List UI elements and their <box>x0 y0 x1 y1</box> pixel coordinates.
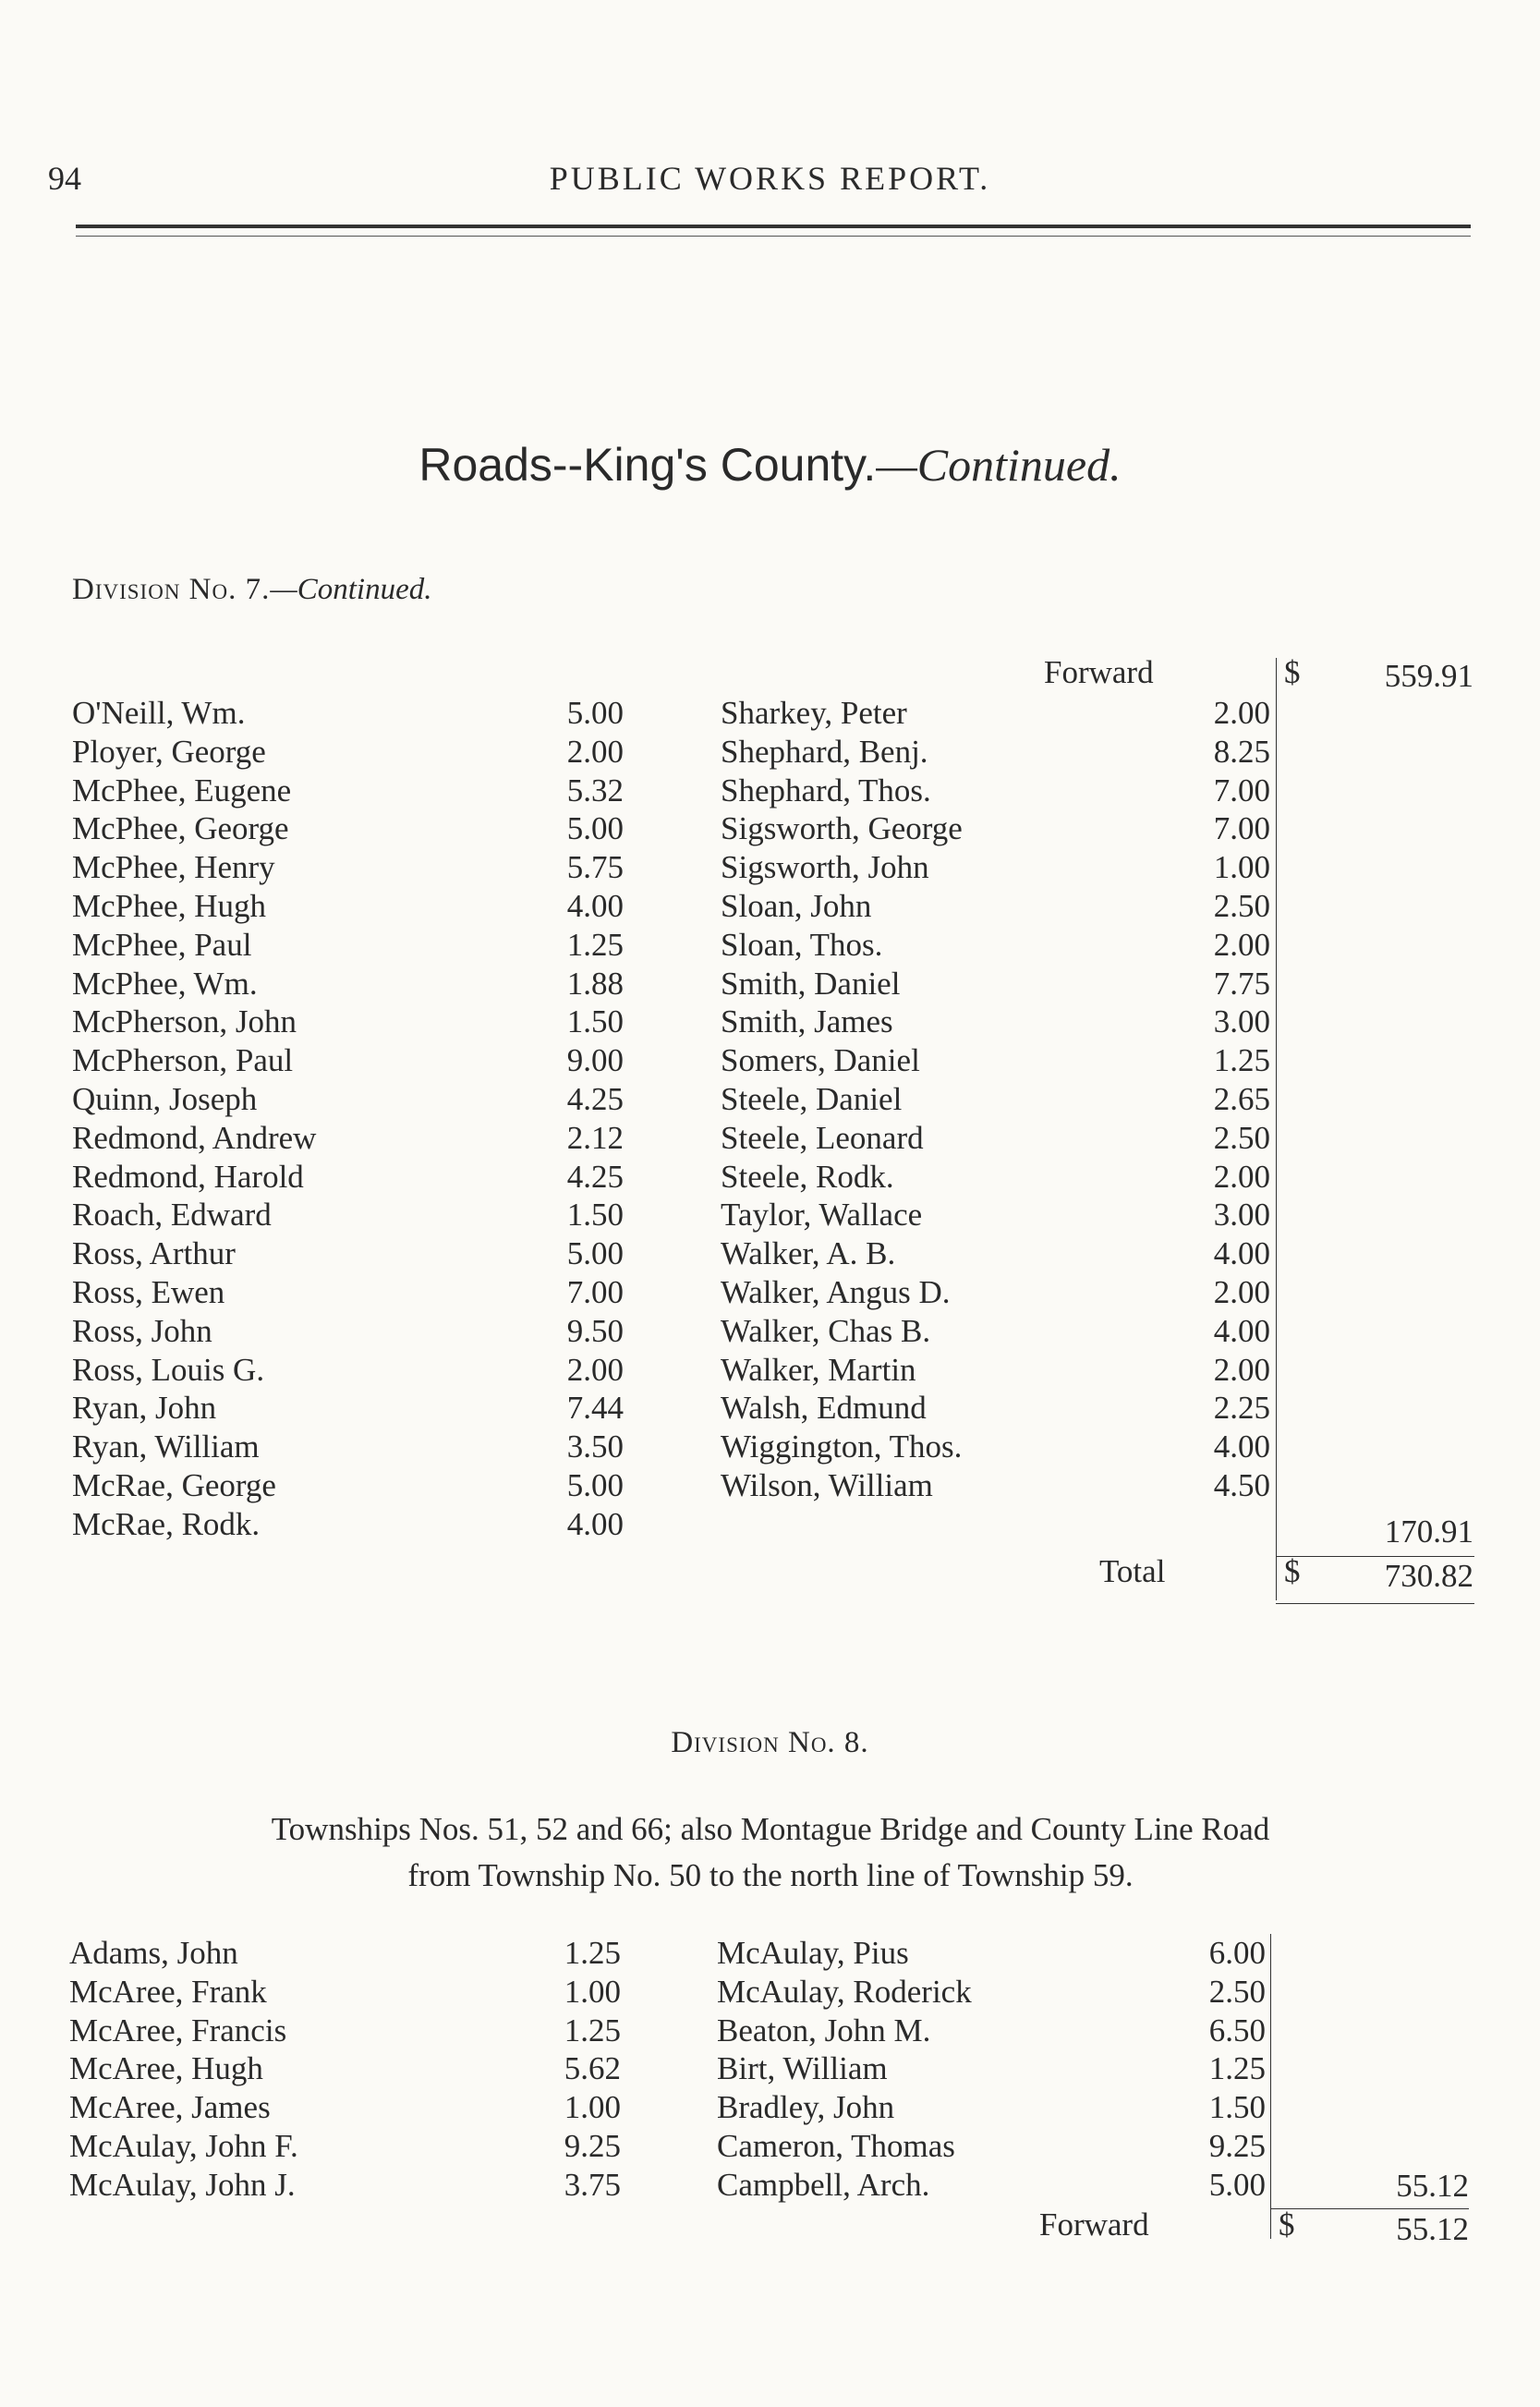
payee-name: Ryan, John <box>72 1390 217 1427</box>
payee-name: Ross, Louis G. <box>72 1351 265 1388</box>
payee-name: Shephard, Thos. <box>721 772 931 808</box>
division-8-forward-dollar: $ <box>1279 2206 1295 2243</box>
division-7-right-amounts <box>1164 694 1270 1505</box>
payee-name: Ross, Ewen <box>72 1273 225 1310</box>
payee-name: McAree, Hugh <box>69 2050 263 2087</box>
payee-amount: 4.00 <box>566 1505 624 1542</box>
payee-name: Sloan, John <box>721 887 872 924</box>
payee-amount: 4.00 <box>566 887 624 924</box>
division-7-forward-amount: 559.91 <box>1384 658 1473 694</box>
payee-amount: 1.50 <box>1208 2089 1266 2126</box>
payee-name: McAree, James <box>69 2089 271 2126</box>
payee-name: McPherson, Paul <box>72 1042 294 1079</box>
payee-name: Birt, William <box>717 2050 888 2087</box>
payee-amount: 1.25 <box>564 1935 621 1971</box>
payee-name: Somers, Daniel <box>721 1042 920 1079</box>
payee-amount: 9.25 <box>1208 2127 1266 2164</box>
payee-name: O'Neill, Wm. <box>72 695 246 731</box>
division-8-description <box>72 1806 1469 1899</box>
payee-name: Sigsworth, George <box>721 810 963 847</box>
payee-amount: 3.00 <box>1213 1003 1270 1040</box>
payee-name: McRae, George <box>72 1466 276 1503</box>
division-8-description-line-1: Townships Nos. 51, 52 and 66; also Montague Bridge and County Line Road <box>271 1811 1270 1847</box>
payee-amount: 1.50 <box>566 1197 624 1234</box>
payee-amount: 4.50 <box>1213 1466 1270 1503</box>
payee-amount: 1.00 <box>564 1973 621 2010</box>
division-7-total-label: Total <box>1099 1553 1166 1589</box>
payee-amount: 4.00 <box>1213 1312 1270 1349</box>
payee-name: Ployer, George <box>72 733 266 770</box>
division-7-heading <box>72 573 431 607</box>
payee-name: Sloan, Thos. <box>721 926 883 963</box>
payee-name: Steele, Daniel <box>721 1080 903 1117</box>
division-7-total-amount: 730.82 <box>1384 1558 1473 1594</box>
payee-name: McAulay, John F. <box>69 2127 298 2164</box>
payee-name: McRae, Rodk. <box>72 1505 261 1542</box>
payee-name: McAulay, Roderick <box>717 1973 972 2010</box>
division-8-amount-rule <box>1270 1934 1271 2239</box>
payee-name: Ryan, William <box>72 1428 260 1465</box>
division-7-total-rule <box>1276 1603 1474 1604</box>
payee-name: Smith, James <box>721 1003 893 1040</box>
division-8-right-names <box>717 1934 972 2205</box>
payee-amount: 2.50 <box>1213 1119 1270 1156</box>
payee-name: Redmond, Harold <box>72 1158 304 1195</box>
payee-name: McPhee, Hugh <box>72 887 266 924</box>
payee-name: Sigsworth, John <box>721 849 929 886</box>
division-7-left-amounts <box>517 694 624 1544</box>
payee-name: Redmond, Andrew <box>72 1119 317 1156</box>
payee-amount: 5.62 <box>564 2050 621 2087</box>
payee-name: Ross, Arthur <box>72 1235 236 1272</box>
payee-name: Walker, Chas B. <box>721 1312 931 1349</box>
payee-amount: 1.25 <box>564 2012 621 2048</box>
payee-name: Walker, Angus D. <box>721 1273 951 1310</box>
payee-amount: 5.00 <box>566 1466 624 1503</box>
payee-name: Walsh, Edmund <box>721 1390 927 1427</box>
division-7-heading-continued: —Continued. <box>270 573 432 606</box>
payee-amount: 2.00 <box>566 733 624 770</box>
payee-name: Roach, Edward <box>72 1197 272 1234</box>
payee-name: McAulay, Pius <box>717 1935 909 1971</box>
section-title-continued: —Continued. <box>876 439 1122 491</box>
division-8-subtotal-rule <box>1270 2208 1469 2209</box>
payee-name: McPhee, George <box>72 810 289 847</box>
header-rule-thin <box>76 236 1471 237</box>
payee-amount: 4.00 <box>1213 1428 1270 1465</box>
payee-amount: 3.75 <box>564 2166 621 2203</box>
payee-amount: 2.00 <box>1213 1351 1270 1388</box>
payee-name: Quinn, Joseph <box>72 1080 258 1117</box>
payee-name: McPherson, John <box>72 1003 297 1040</box>
payee-name: Taylor, Wallace <box>721 1197 923 1234</box>
payee-amount: 1.25 <box>1208 2050 1266 2087</box>
payee-amount: 2.00 <box>1213 695 1270 731</box>
header-rule-thick <box>76 225 1471 228</box>
payee-amount: 1.25 <box>1213 1042 1270 1079</box>
payee-name: Walker, A. B. <box>721 1235 896 1272</box>
division-7-subtotal: 170.91 <box>1384 1513 1473 1550</box>
division-7-forward-label: Forward <box>1044 654 1154 690</box>
payee-name: McAree, Frank <box>69 1973 267 2010</box>
payee-amount: 2.00 <box>566 1351 624 1388</box>
payee-name: Steele, Leonard <box>721 1119 924 1156</box>
payee-amount: 3.50 <box>566 1428 624 1465</box>
payee-name: Wilson, William <box>721 1466 933 1503</box>
division-7-left-names <box>72 694 316 1544</box>
section-title <box>0 438 1540 492</box>
payee-name: Smith, Daniel <box>721 965 901 1002</box>
payee-amount: 5.00 <box>1208 2166 1266 2203</box>
payee-name: Sharkey, Peter <box>721 695 907 731</box>
payee-amount: 4.25 <box>566 1080 624 1117</box>
division-7-subtotal-rule <box>1276 1556 1474 1557</box>
payee-name: McAulay, John J. <box>69 2166 296 2203</box>
payee-name: McAree, Francis <box>69 2012 287 2048</box>
division-7-amount-rule <box>1276 658 1277 1600</box>
payee-amount: 7.00 <box>1213 810 1270 847</box>
payee-amount: 2.50 <box>1208 1973 1266 2010</box>
payee-amount: 6.50 <box>1208 2012 1266 2048</box>
payee-amount: 1.88 <box>566 965 624 1002</box>
division-8-left-amounts <box>517 1934 621 2205</box>
page-number: 94 <box>48 160 81 197</box>
payee-amount: 5.00 <box>566 1235 624 1272</box>
payee-amount: 2.65 <box>1213 1080 1270 1117</box>
division-8-forward-amount: 55.12 <box>1396 2211 1469 2247</box>
division-8-right-amounts <box>1159 1934 1266 2205</box>
division-8-forward-label: Forward <box>1039 2206 1149 2243</box>
payee-amount: 1.00 <box>564 2089 621 2126</box>
payee-amount: 1.50 <box>566 1003 624 1040</box>
division-8-description-line-2: from Township No. 50 to the north line of Township 59. <box>407 1857 1134 1893</box>
payee-amount: 2.00 <box>1213 926 1270 963</box>
payee-name: Steele, Rodk. <box>721 1158 894 1195</box>
section-title-main: Roads--King's County. <box>418 439 877 491</box>
payee-name: Bradley, John <box>717 2089 895 2126</box>
payee-amount: 2.12 <box>566 1119 624 1156</box>
payee-name: Wiggington, Thos. <box>721 1428 963 1465</box>
running-title: PUBLIC WORKS REPORT. <box>549 160 991 197</box>
division-8-left-names <box>69 1934 298 2205</box>
payee-amount: 2.50 <box>1213 887 1270 924</box>
payee-name: McPhee, Wm. <box>72 965 258 1002</box>
payee-amount: 2.00 <box>1213 1273 1270 1310</box>
payee-amount: 2.00 <box>1213 1158 1270 1195</box>
payee-amount: 5.75 <box>566 849 624 886</box>
division-7-total-dollar: $ <box>1284 1553 1301 1589</box>
payee-name: Shephard, Benj. <box>721 733 928 770</box>
payee-amount: 1.00 <box>1213 849 1270 886</box>
division-7-heading-text: Division No. 7. <box>72 573 271 606</box>
payee-name: Cameron, Thomas <box>717 2127 955 2164</box>
payee-amount: 4.00 <box>1213 1235 1270 1272</box>
payee-amount: 7.00 <box>566 1273 624 1310</box>
payee-name: Beaton, John M. <box>717 2012 931 2048</box>
payee-name: Ross, John <box>72 1312 212 1349</box>
payee-name: McPhee, Paul <box>72 926 252 963</box>
payee-amount: 7.44 <box>566 1390 624 1427</box>
payee-amount: 8.25 <box>1213 733 1270 770</box>
payee-amount: 9.25 <box>564 2127 621 2164</box>
payee-amount: 6.00 <box>1208 1935 1266 1971</box>
division-7-forward-dollar: $ <box>1284 654 1301 690</box>
payee-amount: 5.00 <box>566 810 624 847</box>
payee-amount: 3.00 <box>1213 1197 1270 1234</box>
payee-amount: 1.25 <box>566 926 624 963</box>
payee-amount: 2.25 <box>1213 1390 1270 1427</box>
division-8-subtotal: 55.12 <box>1396 2168 1469 2204</box>
payee-name: Walker, Martin <box>721 1351 916 1388</box>
payee-name: Campbell, Arch. <box>717 2166 930 2203</box>
payee-name: McPhee, Eugene <box>72 772 292 808</box>
payee-name: Adams, John <box>69 1935 238 1971</box>
payee-name: McPhee, Henry <box>72 849 275 886</box>
division-8-heading: Division No. 8. <box>671 1726 869 1759</box>
payee-amount: 7.75 <box>1213 965 1270 1002</box>
payee-amount: 7.00 <box>1213 772 1270 808</box>
payee-amount: 9.00 <box>566 1042 624 1079</box>
payee-amount: 5.00 <box>566 695 624 731</box>
payee-amount: 5.32 <box>566 772 624 808</box>
payee-amount: 4.25 <box>566 1158 624 1195</box>
division-7-right-names <box>721 694 963 1505</box>
payee-amount: 9.50 <box>566 1312 624 1349</box>
